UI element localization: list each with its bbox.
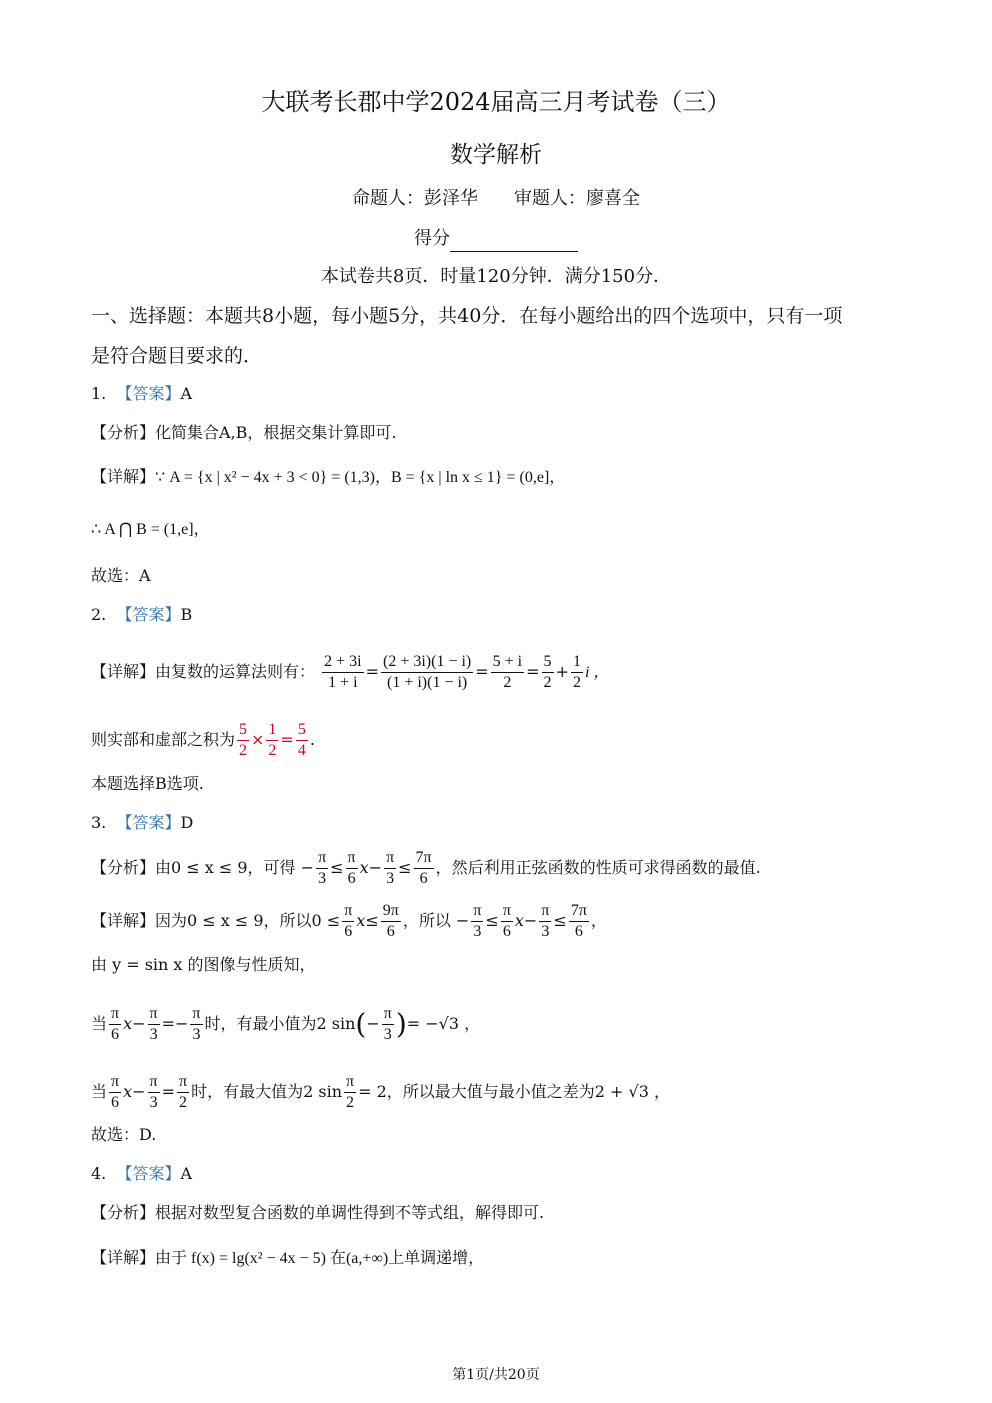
- section-heading-line2: 是符合题目要求的．: [91, 345, 263, 367]
- q1-analysis: 化简集合A,B，根据交集计算即可.: [155, 423, 397, 442]
- q3-analysis-b: ，然后利用正弦函数的性质可求得函数的最值.: [435, 858, 761, 877]
- score-line: [0, 226, 992, 252]
- q2-fraction-4: $\frac{5}{2}$: [543, 653, 552, 691]
- q2-fraction-1: $\frac{2 + 3i}{1 + i}$: [324, 653, 362, 691]
- q3-max-line: 当 $\frac{\pi}{6}$ x− $\frac{\pi}{3}$ = $\frac{\pi}{2}$ 时，有最大值为2 sin $\frac{\pi}{2}$ = 2，所以最大值与最小值之差为2 + √3 ，: [91, 1073, 670, 1111]
- q2-tail: i ，: [584, 664, 610, 681]
- q2-fraction-3: $\frac{5 + i}{2}$: [492, 653, 523, 691]
- detail-tag: 【详解】: [91, 662, 156, 681]
- q2-number: 2.: [91, 605, 107, 624]
- q3-analysis-line: 【分析】由0 ≤ x ≤ 9，可得 − $\frac{\pi}{3}$ ≤ $\frac{\pi}{6}$ x− $\frac{\pi}{3}$ ≤ $\frac{7\pi}{6}$ ，然后利用正弦函数的性质可求得函数的最值.: [91, 849, 761, 887]
- answer-tag: 【答案】: [116, 1164, 181, 1183]
- q2-product-fraction-2: $\frac{1}{2}$: [268, 721, 277, 759]
- q3-detail-line: 【详解】因为0 ≤ x ≤ 9，所以0 ≤ $\frac{\pi}{6}$ x≤ $\frac{9\pi}{6}$ ，所以 − $\frac{\pi}{3}$ ≤ $\frac{\pi}{6}$ x− $\frac{\pi}{3}$ ≤ $\frac{7\pi}{6}$ ，: [91, 902, 607, 940]
- analysis-tag: 【分析】: [91, 423, 156, 442]
- q3-line3: 由 y = sin x 的图像与性质知，: [91, 955, 316, 974]
- authors-line: 命题人：彭泽华 审题人：廖喜全: [352, 188, 640, 209]
- q2-product-fraction-3: $\frac{5}{4}$: [297, 721, 306, 759]
- q4-analysis-line: [91, 1201, 922, 1225]
- q3-analysis-a: 由0 ≤ x ≤ 9，可得 −: [155, 858, 315, 877]
- q4-answer: A: [180, 1164, 193, 1183]
- q2-answer: B: [180, 605, 193, 624]
- q2-product-fraction-1: $\frac{5}{2}$: [239, 721, 248, 759]
- answer-tag: 【答案】: [116, 813, 181, 832]
- q3-choose: 故选：D.: [91, 1125, 157, 1144]
- detail-tag: 【详解】: [91, 467, 156, 486]
- q2-choose: 本题选择B选项.: [91, 774, 204, 793]
- q2-detail-lead: 由复数的运算法则有：: [155, 662, 316, 681]
- q3-answer: D: [180, 813, 194, 832]
- q3-answer-line: [91, 811, 922, 835]
- q2-fraction-5: $\frac{1}{2}$: [572, 653, 581, 691]
- section-heading-line1: 一、选择题：本题共8小题，每小题5分，共40分．在每小题给出的四个选项中，只有一项: [91, 305, 843, 327]
- q1-analysis-line: [91, 421, 922, 445]
- q1-set-b: ，B = {x | ln x ≤ 1} = (0,e]，: [375, 469, 566, 486]
- q4-analysis: 根据对数型复合函数的单调性得到不等式组，解得即可.: [155, 1203, 545, 1222]
- detail-tag: 【详解】: [91, 1248, 156, 1267]
- q2-product-lead: 则实部和虚部之积为: [91, 730, 236, 749]
- q4-number: 4.: [91, 1164, 107, 1183]
- answer-tag: 【答案】: [116, 384, 181, 403]
- q2-fraction-2: $\frac{(2 + 3i)(1 - i)}{(1 + i)(1 - i)}$: [383, 653, 472, 691]
- q1-detail-line: [91, 465, 922, 490]
- q3-min-line: 当 $\frac{\pi}{6}$ x− $\frac{\pi}{3}$ =− $\frac{\pi}{3}$ 时，有最小值为2 sin(− $\frac{\pi}{3}$ )= −√3 ，: [91, 1005, 481, 1043]
- q2-detail-line: 【详解】由复数的运算法则有： $\frac{2 + 3i}{1 + i}$ = $\frac{(2 + 3i)(1 - i)}{(1 + i)(1 - i)}$ = $\frac{5 + i}{2}$ = $\frac{5}{2}$ + $\frac{1}{2}$ i ，: [91, 653, 610, 691]
- page-subtitle: 数学解析: [450, 142, 542, 168]
- q1-intersection: ∴ A ⋂ B = (1,e]，: [91, 521, 210, 538]
- page-footer: 第1页/共20页: [452, 1367, 540, 1383]
- q1-answer: A: [180, 384, 193, 403]
- q1-choose: 故选：A: [91, 566, 151, 585]
- q1-number: 1.: [91, 384, 107, 403]
- q3-detail-a: 因为0 ≤ x ≤ 9，所以0 ≤: [155, 911, 341, 930]
- q3-detail-b: ，所以 −: [402, 911, 470, 930]
- q1-set-a: ∵ A = {x | x² − 4x + 3 < 0} = (1,3): [155, 469, 375, 486]
- q1-answer-line: [91, 382, 922, 406]
- score-label: 得分: [414, 228, 450, 249]
- analysis-tag: 【分析】: [91, 1203, 156, 1222]
- score-blank: [450, 233, 578, 252]
- page-title: 大联考长郡中学2024届高三月考试卷（三）: [261, 88, 731, 116]
- q3-number: 3.: [91, 813, 107, 832]
- q4-answer-line: [91, 1162, 922, 1186]
- answer-tag: 【答案】: [116, 605, 181, 624]
- q2-product-line: 则实部和虚部之积为 $\frac{5}{2}$ × $\frac{1}{2}$ = $\frac{5}{4}$ .: [91, 721, 315, 759]
- analysis-tag: 【分析】: [91, 858, 156, 877]
- exam-info: 本试卷共8页．时量120分钟．满分150分．: [320, 266, 672, 287]
- q2-answer-line: [91, 603, 922, 627]
- detail-tag: 【详解】: [91, 911, 156, 930]
- q4-detail: 由于 f(x) = lg(x² − 4x − 5) 在(a,+∞)上单调递增，: [155, 1250, 485, 1267]
- q4-detail-line: [91, 1246, 922, 1271]
